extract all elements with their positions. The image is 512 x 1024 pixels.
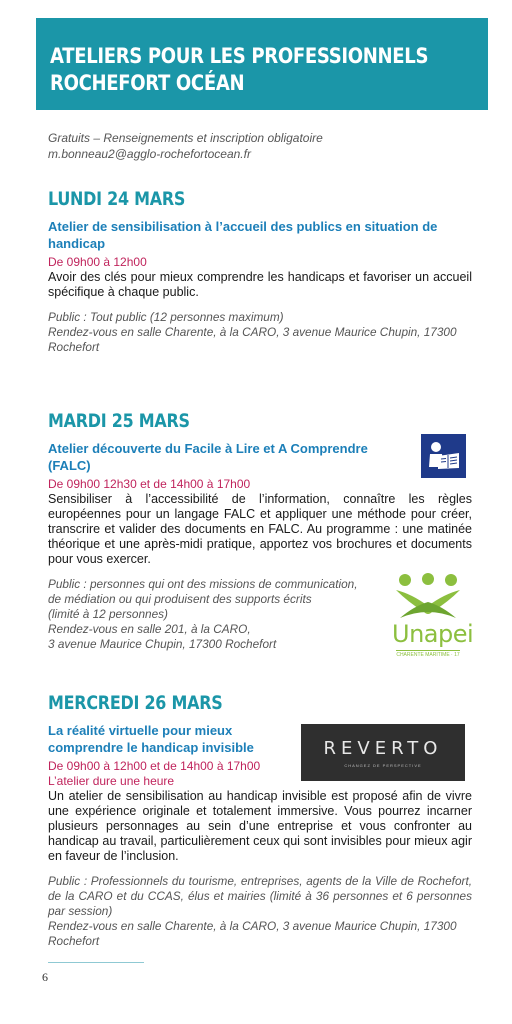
footer-divider (48, 962, 144, 963)
header-title-line1: ATELIERS POUR LES PROFESSIONNELS (50, 44, 429, 68)
workshop-public: Public : Tout public (12 personnes maximum) (48, 310, 284, 324)
public-line: de médiation ou qui produisent des supports écrits (48, 592, 312, 606)
workshop-description: Sensibiliser à l’accessibilité de l’information, connaître les règles européennes pour un langage FALC et appliquer une méthode pour créer, transcrire et valider des documents en FALC. Au programme : une matinée théorique et une après-midi pratique, apportez vos brochures et documents pour vous exercer. (48, 492, 472, 566)
workshop-location: Rendez-vous en salle Charente, à la CARO, 3 avenue Maurice Chupin, 17300 Rochefort (48, 919, 457, 948)
workshop-duration: L’atelier dure une heure (48, 774, 175, 788)
public-line: (limité à 12 personnes) (48, 607, 168, 621)
day-heading: MERCREDI 26 MARS (48, 692, 223, 714)
reverto-wordmark: REVERTO (323, 738, 443, 759)
header-banner (36, 18, 488, 110)
workshop-public: Public : Professionnels du tourisme, entreprises, agents de la Ville de Rochefort, de la CARO et du CCAS, élus et mairies (limité à 36 personnes et 6 personnes par session) (48, 874, 472, 918)
unapei-logo (392, 572, 474, 660)
falc-reading-icon (421, 434, 466, 478)
day-heading: LUNDI 24 MARS (48, 188, 186, 210)
workshop-description: Un atelier de sensibilisation au handicap invisible est proposé afin de vivre une expérience originale et totalement immersive. Vous pourrez incarner plusieurs personnages au sein d’une entreprise et vous confronter au handicap au travail, particulièrement ceux qui sont invisibles pour mieux agir en faveur de l’inclusion. (48, 789, 472, 863)
falc-logo (421, 434, 466, 478)
location-line: 3 avenue Maurice Chupin, 17300 Rochefort (48, 637, 277, 651)
section-lundi (48, 188, 472, 355)
workshop-title: Atelier découverte du Facile à Lire et A Comprendre (FALC) (48, 441, 368, 473)
header-title-line2: ROCHEFORT OCÉAN (50, 71, 245, 95)
workshop-location: Rendez-vous en salle Charente, à la CARO, 3 avenue Maurice Chupin, 17300 Rochefort (48, 325, 457, 354)
workshop-time: De 09h00 12h30 et de 14h00 à 17h00 (48, 477, 251, 491)
reverto-logo (301, 724, 465, 781)
intro-line: Gratuits – Renseignements et inscription obligatoire (48, 131, 323, 145)
unapei-figures-icon (392, 572, 464, 622)
workshop-time: De 09h00 à 12h00 (48, 255, 147, 269)
intro (48, 130, 323, 162)
location-line: Rendez-vous en salle 201, à la CARO, (48, 622, 251, 636)
page-number: 6 (42, 970, 48, 984)
workshop-title: La réalité virtuelle pour mieux comprendre le handicap invisible (48, 723, 254, 755)
day-heading: MARDI 25 MARS (48, 410, 190, 432)
workshop-time: De 09h00 à 12h00 et de 14h00 à 17h00 (48, 759, 261, 773)
unapei-wordmark: Unapei (392, 620, 474, 648)
unapei-subtitle: CHARENTE MARITIME · 17 (396, 652, 460, 658)
reverto-tagline: CHANGEZ DE PERSPECTIVE (344, 763, 422, 768)
workshop-title: Atelier de sensibilisation à l’accueil des publics en situation de handicap (48, 219, 438, 251)
contact-email[interactable]: m.bonneau2@agglo-rochefortocean.fr (48, 147, 251, 161)
public-line: Public : personnes qui ont des missions de communication, (48, 577, 358, 591)
workshop-description: Avoir des clés pour mieux comprendre les handicaps et favoriser un accueil spécifique à chaque public. (48, 270, 472, 299)
